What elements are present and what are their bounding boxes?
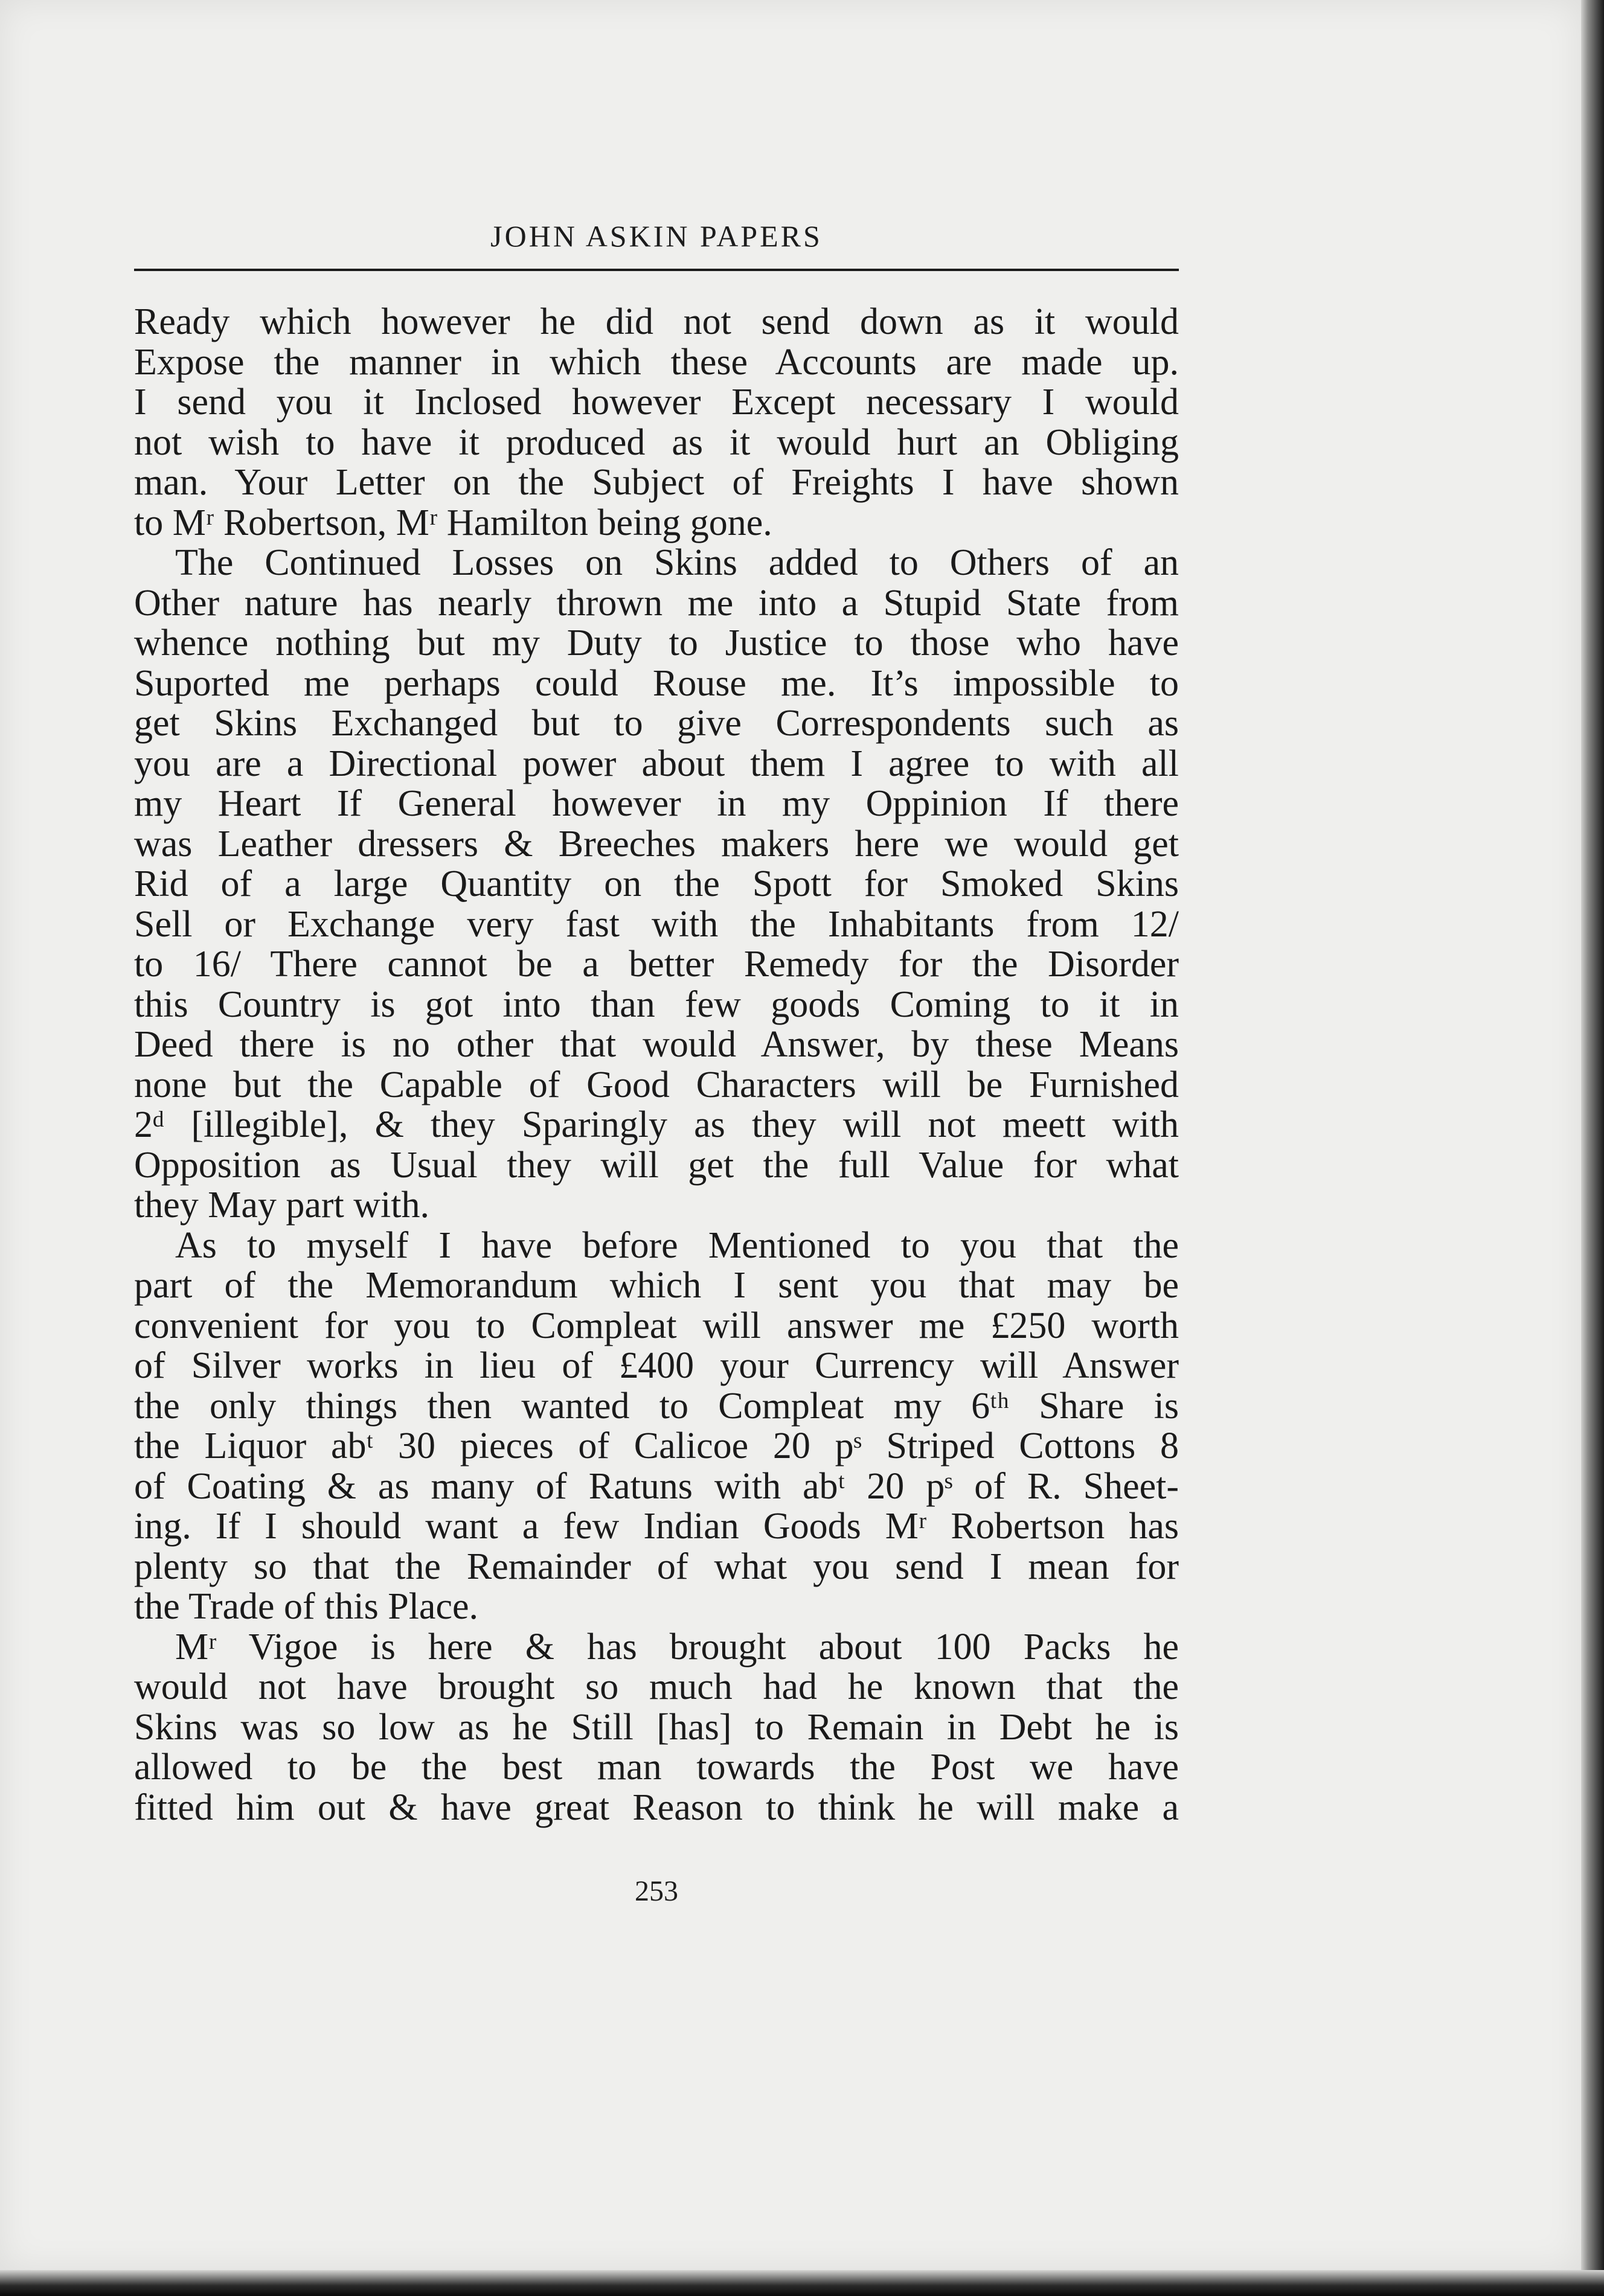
text-line: this Country is got into than few goods Coming to it in	[134, 983, 1179, 1025]
text-line: fitted him out & have great Reason to think he will make a	[134, 1786, 1179, 1828]
text-line: my Heart If General however in my Oppinion If there	[134, 783, 1179, 824]
text-line: convenient for you to Compleat will answer me £250 worth	[134, 1305, 1179, 1346]
text-line: Sell or Exchange very fast with the Inhabitants from 12/	[134, 903, 1179, 945]
text-line: to Mʳ Robertson, Mʳ Hamilton being gone.	[134, 502, 772, 543]
text-line: Ready which however he did not send down as it would	[134, 301, 1179, 342]
page-edge-shadow	[1581, 0, 1604, 2296]
page-number: 253	[635, 1875, 678, 1907]
text-line: not wish to have it produced as it would hurt an Obliging	[134, 421, 1179, 463]
text-line: ing. If I should want a few Indian Goods Mʳ Robertson has	[134, 1506, 1179, 1547]
text-line: Rid of a large Quantity on the Spott for Smoked Skins	[134, 863, 1179, 904]
text-line: of Silver works in lieu of £400 your Currency will Answer	[134, 1345, 1179, 1386]
text-line: of Coating & as many of Ratuns with abᵗ 20 pˢ of R. Sheet-	[134, 1465, 1179, 1507]
text-line: was Leather dressers & Breeches makers here we would get	[134, 823, 1179, 865]
text-line: Expose the manner in which these Accounts are made up.	[134, 341, 1179, 383]
text-line: Mʳ Vigoe is here & has brought about 100 Packs he	[175, 1626, 1179, 1668]
text-line: you are a Directional power about them I agree to with all	[134, 743, 1179, 784]
text-line: 2ᵈ [illegible], & they Sparingly as they will not meett with	[134, 1104, 1179, 1145]
header-rule	[134, 269, 1179, 271]
text-line: the only things then wanted to Compleat my 6ᵗʰ Share is	[134, 1385, 1179, 1427]
running-head: JOHN ASKIN PAPERS	[490, 219, 823, 253]
text-line: Skins was so low as he Still [has] to Remain in Debt he is	[134, 1706, 1179, 1748]
text-line: Deed there is no other that would Answer, by these Means	[134, 1024, 1179, 1065]
text-line: plenty so that the Remainder of what you send I mean for	[134, 1546, 1179, 1587]
text-line: As to myself I have before Mentioned to you that the	[175, 1224, 1179, 1266]
text-line: man. Your Letter on the Subject of Freights I have shown	[134, 462, 1179, 503]
text-line: Suported me perhaps could Rouse me. It’s impossible to	[134, 662, 1179, 704]
text-line: the Trade of this Place.	[134, 1586, 478, 1627]
text-line: whence nothing but my Duty to Justice to those who have	[134, 622, 1179, 664]
body-text	[134, 302, 1179, 1828]
text-line: part of the Memorandum which I sent you that may be	[134, 1265, 1179, 1306]
text-line: I send you it Inclosed however Except necessary I would	[134, 382, 1179, 423]
text-line: The Continued Losses on Skins added to Others of an	[175, 542, 1179, 583]
text-line: Opposition as Usual they will get the full Value for what	[134, 1144, 1179, 1186]
text-line: would not have brought so much had he known that the	[134, 1666, 1179, 1707]
text-line: the Liquor abᵗ 30 pieces of Calicoe 20 pˢ Striped Cottons 8	[134, 1425, 1179, 1466]
page-bottom-shadow	[0, 2270, 1604, 2296]
text-line: allowed to be the best man towards the Post we have	[134, 1747, 1179, 1788]
text-line: none but the Capable of Good Characters will be Furnished	[134, 1064, 1179, 1105]
text-line: to 16/ There cannot be a better Remedy for the Disorder	[134, 944, 1179, 985]
text-line: get Skins Exchanged but to give Correspondents such as	[134, 703, 1179, 744]
text-line: they May part with.	[134, 1185, 430, 1226]
text-line: Other nature has nearly thrown me into a Stupid State from	[134, 582, 1179, 624]
